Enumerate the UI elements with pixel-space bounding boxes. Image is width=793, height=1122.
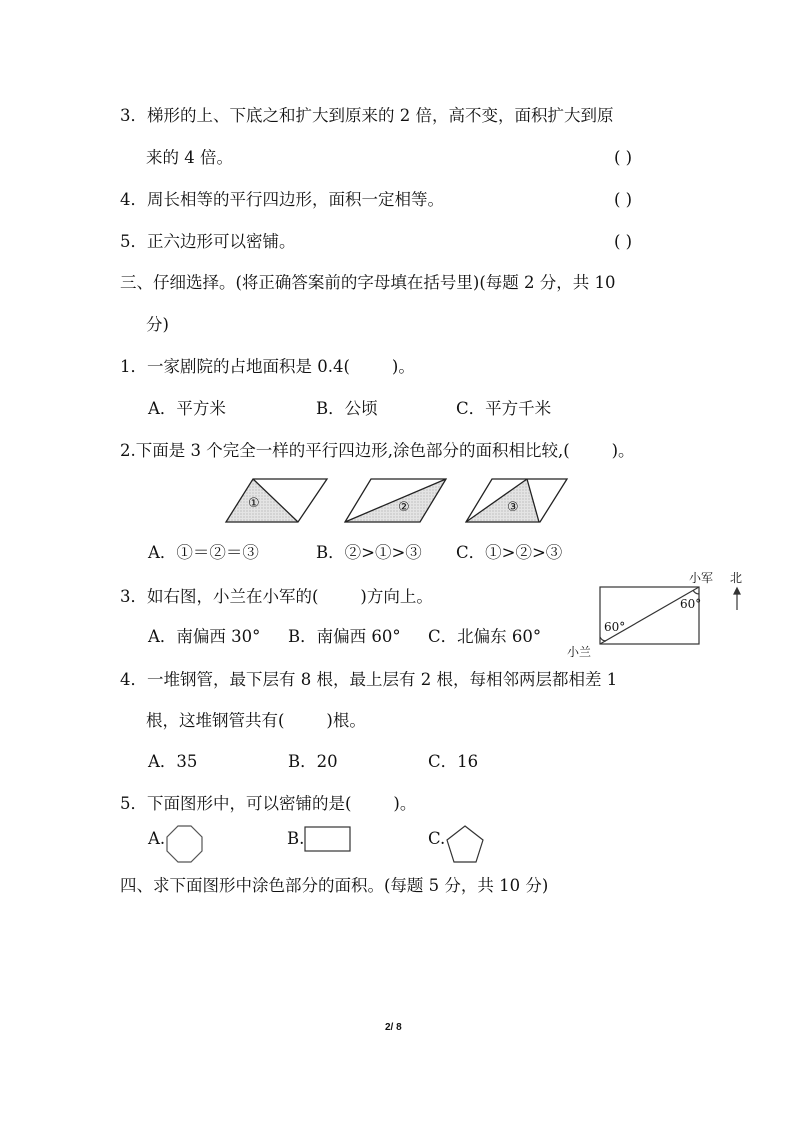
octagon-shape (167, 826, 202, 862)
angle-label: 60° (680, 597, 702, 611)
pentagon-shape (447, 826, 483, 862)
judge-q3-line1: 3．梯形的上、下底之和扩大到原来的 2 倍，高不变，面积扩大到原 (120, 106, 614, 125)
option-c: C．①>②>③ (456, 543, 563, 562)
choice-q2: 2.下面是 3 个完全一样的平行四边形,涂色部分的面积相比较,( )。 (120, 441, 635, 460)
parallelogram-1 (226, 479, 327, 522)
option-c: C. (428, 829, 446, 848)
direction-figure (600, 587, 740, 644)
option-c: C．北偏东 60° (428, 627, 542, 646)
section3-title: 三、仔细选择。(将正确答案前的字母填在括号里)(每题 2 分，共 10 (120, 273, 616, 292)
choice-q1: 1．一家剧院的占地面积是 0.4( )。 (120, 357, 415, 376)
judge-q5: 5．正六边形可以密铺。 (120, 232, 296, 251)
judge-q4: 4．周长相等的平行四边形，面积一定相等。 (120, 190, 444, 209)
label-xiaojun: 小军 (689, 571, 714, 585)
label-xiaolan: 小兰 (567, 645, 592, 659)
option-a: A．35 (148, 752, 198, 771)
page-number: 2/ 8 (385, 1022, 402, 1033)
choice-q3: 3．如右图，小兰在小军的( )方向上。 (120, 587, 433, 606)
choice-q5: 5．下面图形中，可以密铺的是( )。 (120, 794, 417, 813)
option-b: B．20 (288, 752, 338, 771)
choice-q4: 4．一堆钢管，最下层有 8 根，最上层有 2 根，每相邻两层都相差 1 (120, 670, 618, 689)
option-c: C．平方千米 (456, 399, 552, 418)
option-b: B. (287, 829, 305, 848)
option-a: A．南偏西 30° (148, 627, 261, 646)
choice-q4-cont: 根，这堆钢管共有( )根。 (146, 711, 366, 730)
judge-q3-line2: 来的 4 倍。 (146, 148, 233, 167)
figure-label-1: ① (248, 496, 260, 511)
figure-label-3: ③ (507, 500, 519, 515)
option-a: A. (148, 829, 166, 848)
answer-paren[interactable]: ( ) (614, 148, 633, 167)
angle-label: 60° (604, 620, 626, 634)
answer-paren[interactable]: ( ) (614, 190, 633, 209)
answer-paren[interactable]: ( ) (614, 232, 633, 251)
option-b: B．南偏西 60° (288, 627, 401, 646)
label-north: 北 (730, 571, 743, 585)
rectangle-shape (305, 827, 350, 851)
parallelogram-2 (345, 479, 446, 522)
option-a: A．平方米 (148, 399, 226, 418)
option-b: B．②>①>③ (316, 543, 422, 562)
figure-label-2: ② (398, 500, 410, 515)
section4-title: 四、求下面图形中涂色部分的面积。(每题 5 分，共 10 分) (120, 876, 549, 895)
option-c: C．16 (428, 752, 479, 771)
option-b: B．公顷 (316, 399, 378, 418)
option-a: A．①＝②＝③ (148, 543, 259, 562)
section3-title-cont: 分) (146, 315, 169, 334)
